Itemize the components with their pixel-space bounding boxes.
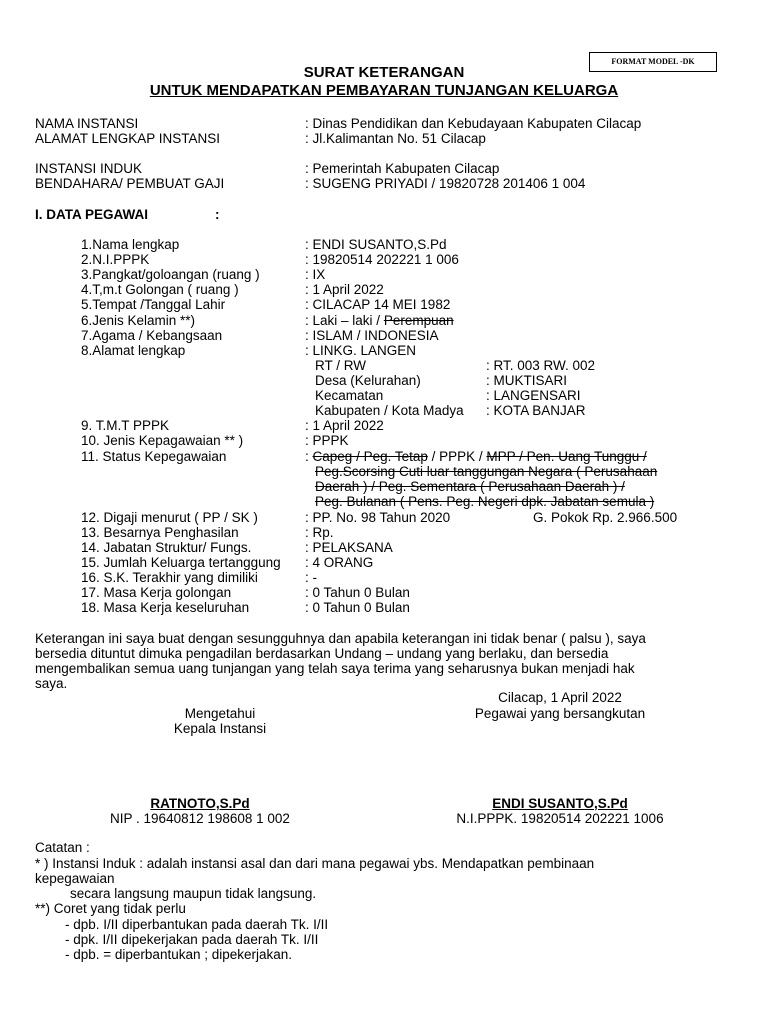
field-label: 15. Jumlah Keluarga tertanggung bbox=[81, 555, 281, 570]
field-label: 5.Tempat /Tanggal Lahir bbox=[81, 297, 226, 312]
address-sub-label: Desa (Kelurahan) bbox=[315, 373, 421, 388]
note-list-item: - dpb. I/II diperbantukan pada daerah Tk. I/II bbox=[65, 917, 329, 932]
note-list-item: - dpk. I/II dipekerjakan pada daerah Tk. I/II bbox=[65, 932, 319, 947]
status-colon: : bbox=[305, 449, 309, 464]
status-struck-1: Capeg / Peg. Tetap bbox=[312, 449, 428, 464]
field-value: : LINKG. LANGEN bbox=[305, 343, 417, 358]
field-label: 3.Pangkat/goloangan (ruang ) bbox=[81, 267, 260, 282]
nama-instansi-value: : Dinas Pendidikan dan Kebudayaan Kabupaten Cilacap bbox=[305, 116, 642, 131]
field-value: : - bbox=[305, 570, 317, 585]
field-label: 17. Masa Kerja golongan bbox=[81, 585, 232, 600]
status-selected: / PPPK / bbox=[427, 449, 487, 464]
address-sub-value: : LANGENSARI bbox=[486, 388, 581, 403]
status-line-1 bbox=[305, 449, 647, 464]
field-value: : Rp. bbox=[305, 525, 334, 540]
document-title: SURAT KETERANGAN bbox=[303, 64, 465, 81]
field-value: : 0 Tahun 0 Bulan bbox=[305, 585, 410, 600]
field-label: 6.Jenis Kelamin **) bbox=[81, 313, 196, 328]
statement-line: saya. bbox=[35, 676, 68, 691]
status-line-4: Peg. Bulanan ( Pens. Peg. Negeri dpk. Jabatan semula ) bbox=[315, 494, 655, 509]
notes-title: Catatan : bbox=[35, 840, 90, 855]
field-value: : 0 Tahun 0 Bulan bbox=[305, 600, 410, 615]
field-value bbox=[305, 313, 454, 328]
field-value: : PELAKSANA bbox=[305, 540, 393, 555]
bendahara-value: : SUGENG PRIYADI / 19820728 201406 1 004 bbox=[305, 176, 586, 191]
alamat-instansi-value: : Jl.Kalimantan No. 51 Cilacap bbox=[305, 131, 486, 146]
note-line: kepegawaian bbox=[35, 871, 115, 886]
field-value: : 1 April 2022 bbox=[305, 282, 384, 297]
field-value: : ISLAM / INDONESIA bbox=[305, 328, 439, 343]
field-label: 4.T,m.t Golongan ( ruang ) bbox=[81, 282, 239, 297]
field-label: 12. Digaji menurut ( PP / SK ) bbox=[81, 510, 258, 525]
field-value: : 4 ORANG bbox=[305, 555, 374, 570]
section-title: I. DATA PEGAWAI bbox=[35, 207, 149, 222]
field-label: 7.Agama / Kebangsaan bbox=[81, 328, 223, 343]
signer-right-name: ENDI SUSANTO,S.Pd bbox=[492, 796, 628, 811]
bendahara-label: BENDAHARA/ PEMBUAT GAJI bbox=[35, 176, 225, 191]
statement-line: Keterangan ini saya buat dengan sesungguhnya dan apabila keterangan ini tidak benar ( palsu ), saya bbox=[35, 631, 646, 646]
gaji-pokok: G. Pokok Rp. 2.966.500 bbox=[533, 510, 678, 525]
gender-struck-value: Perempuan bbox=[383, 313, 454, 328]
field-value: : ENDI SUSANTO,S.Pd bbox=[305, 237, 447, 252]
address-sub-label: Kecamatan bbox=[315, 388, 384, 403]
statement-line: bersedia dituntut dimuka pengadilan berdasarkan Undang – undang yang berlaku, dan bersedia bbox=[35, 646, 609, 661]
signer-right-nip: N.I.PPPK. 19820514 202221 1006 bbox=[456, 811, 664, 826]
note-list-item: - dpb. = diperbantukan ; dipekerjakan. bbox=[65, 947, 293, 962]
status-line-2: Peg.Scorsing Cuti luar tanggungan Negara ( Perusahaan bbox=[315, 464, 658, 479]
note-line: secara langsung maupun tidak langsung. bbox=[70, 886, 317, 901]
signer-left-role: Mengetahui bbox=[184, 706, 256, 721]
note-line: * ) Instansi Induk : adalah instansi asal dan dari mana pegawai ybs. Mendapatkan pembinaan bbox=[35, 856, 595, 871]
signer-left-title: Kepala Instansi bbox=[173, 721, 267, 736]
address-sub-value: : KOTA BANJAR bbox=[486, 403, 586, 418]
field-value: : IX bbox=[305, 267, 326, 282]
field-value: : PPPK bbox=[305, 433, 349, 448]
field-label: 1.Nama lengkap bbox=[81, 237, 180, 252]
field-label: 14. Jabatan Struktur/ Fungs. bbox=[81, 540, 252, 555]
field-label: 9. T.M.T PPPK bbox=[81, 418, 170, 433]
field-label: 8.Alamat lengkap bbox=[81, 343, 186, 358]
address-sub-value: : MUKTISARI bbox=[486, 373, 568, 388]
nama-instansi-label: NAMA INSTANSI bbox=[35, 116, 139, 131]
instansi-induk-value: : Pemerintah Kabupaten Cilacap bbox=[305, 161, 500, 176]
format-model-label: FORMAT MODEL -DK bbox=[589, 52, 717, 72]
note-line: **) Coret yang tidak perlu bbox=[35, 901, 186, 916]
document-subtitle: UNTUK MENDAPATKAN PEMBAYARAN TUNJANGAN KELUARGA bbox=[149, 82, 619, 99]
address-sub-label: RT / RW bbox=[315, 358, 367, 373]
field-label: 11. Status Kepegawaian bbox=[81, 449, 227, 464]
status-struck-2: MPP / Pen. Uang Tunggu / bbox=[486, 449, 647, 464]
alamat-instansi-label: ALAMAT LENGKAP INSTANSI bbox=[35, 131, 221, 146]
signer-left-nip: NIP . 19640812 198608 1 002 bbox=[110, 811, 290, 826]
signer-left-name: RATNOTO,S.Pd bbox=[150, 796, 250, 811]
statement-line: mengembalikan semua uang tunjangan yang telah saya terima yang seharusnya bukan menjadi hak bbox=[35, 661, 635, 676]
field-label: 16. S.K. Terakhir yang dimiliki bbox=[81, 570, 258, 585]
field-label: 13. Besarnya Penghasilan bbox=[81, 525, 239, 540]
signer-right-role: Pegawai yang bersangkutan bbox=[474, 706, 646, 721]
field-value: : 1 April 2022 bbox=[305, 418, 384, 433]
field-value: : PP. No. 98 Tahun 2020 bbox=[305, 510, 451, 525]
field-label: 10. Jenis Kepagawaian ** ) bbox=[81, 433, 244, 448]
gender-value: : Laki – laki / bbox=[305, 313, 381, 328]
address-sub-label: Kabupaten / Kota Madya bbox=[315, 403, 464, 418]
field-label: 18. Masa Kerja keseluruhan bbox=[81, 600, 250, 615]
instansi-induk-label: INSTANSI INDUK bbox=[35, 161, 143, 176]
address-sub-value: : RT. 003 RW. 002 bbox=[486, 358, 596, 373]
field-value: : 19820514 202221 1 006 bbox=[305, 252, 459, 267]
section-colon: : bbox=[215, 207, 220, 222]
status-line-3: Daerah ) / Peg. Sementara ( Perusahaan Daerah ) / bbox=[315, 479, 625, 494]
field-label: 2.N.I.PPPK bbox=[81, 252, 150, 267]
place-date: Cilacap, 1 April 2022 bbox=[498, 690, 622, 705]
field-value: : CILACAP 14 MEI 1982 bbox=[305, 297, 451, 312]
